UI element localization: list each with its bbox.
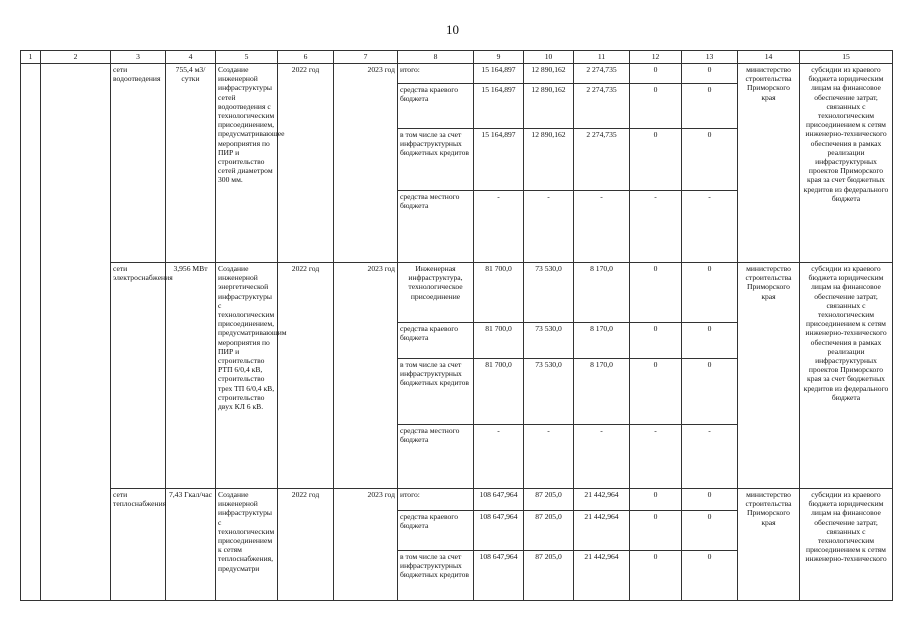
header-cell: 6 (278, 51, 334, 64)
value-col10: 73 530,0 (524, 263, 574, 323)
value-col13: 0 (682, 64, 738, 84)
responsible-executor: министерство строительства Приморского края (738, 263, 800, 489)
value-col11: 21 442,964 (574, 511, 630, 551)
value-col12: - (630, 425, 682, 489)
value-col10: 87 205,0 (524, 551, 574, 601)
end-year: 2023 год (334, 489, 398, 601)
funding-source: средства местного бюджета (398, 191, 474, 263)
table-row (21, 263, 893, 323)
header-cell: 7 (334, 51, 398, 64)
value-col11: 8 170,0 (574, 323, 630, 359)
value-col12: 0 (630, 84, 682, 129)
network-type: сети электроснабжения (111, 263, 166, 489)
value-col13: 0 (682, 489, 738, 511)
value-col12: 0 (630, 511, 682, 551)
network-type: сети теплоснабжения (111, 489, 166, 601)
value-col12: 0 (630, 129, 682, 191)
funding-source: средства краевого бюджета (398, 84, 474, 129)
value-col11: 2 274,735 (574, 84, 630, 129)
start-year: 2022 год (278, 263, 334, 489)
funding-source: итого: (398, 64, 474, 84)
value-col11: 2 274,735 (574, 129, 630, 191)
project-description: Создание инженерной инфраструктуры с технологическим присоединением к сетям теплоснабжения, предусматри (216, 489, 278, 601)
value-col9: 81 700,0 (474, 323, 524, 359)
value-col9: - (474, 425, 524, 489)
end-year: 2023 год (334, 64, 398, 263)
value-col10: 73 530,0 (524, 359, 574, 425)
funding-source: итого: (398, 489, 474, 511)
value-col9: 15 164,897 (474, 129, 524, 191)
table-row (21, 489, 893, 511)
value-col9: 81 700,0 (474, 359, 524, 425)
value-col13: 0 (682, 551, 738, 601)
value-col11: - (574, 191, 630, 263)
header-cell: 3 (111, 51, 166, 64)
funding-source: средства местного бюджета (398, 425, 474, 489)
value-col12: 0 (630, 489, 682, 511)
funding-source: средства краевого бюджета (398, 323, 474, 359)
value-col10: 12 890,162 (524, 129, 574, 191)
value-col9: 108 647,964 (474, 551, 524, 601)
value-col10: 73 530,0 (524, 323, 574, 359)
header-cell: 15 (800, 51, 893, 64)
value-col13: 0 (682, 129, 738, 191)
value-col10: 87 205,0 (524, 489, 574, 511)
header-cell: 8 (398, 51, 474, 64)
value-col12: 0 (630, 323, 682, 359)
header-cell: 10 (524, 51, 574, 64)
value-col10: 12 890,162 (524, 64, 574, 84)
value-col13: 0 (682, 323, 738, 359)
value-col11: 21 442,964 (574, 551, 630, 601)
header-cell: 2 (41, 51, 111, 64)
header-cell: 14 (738, 51, 800, 64)
value-col13: 0 (682, 263, 738, 323)
funding-source: Инженерная инфраструктура, технологическое присоединение (398, 263, 474, 323)
value-col11: - (574, 425, 630, 489)
value-col13: - (682, 425, 738, 489)
header-cell: 12 (630, 51, 682, 64)
value-col12: 0 (630, 359, 682, 425)
table-row (21, 64, 893, 84)
value-col10: 87 205,0 (524, 511, 574, 551)
project-description: Создание инженерной энергетической инфраструктуры с технологическим присоединением, предусматривающим мероприятия по ПИР и строительство РТП 6/0,4 кВ, строительство трех ТП 6/0,4 кВ, строительство двух КЛ 6 кВ. (216, 263, 278, 489)
responsible-executor: министерство строительства Приморского края (738, 489, 800, 601)
value-col12: 0 (630, 64, 682, 84)
financing-note: субсидии из краевого бюджета юридическим лицам на финансовое обеспечение затрат, связанных с технологическим присоединением к сетям инженерно-технического (800, 489, 893, 601)
header-cell: 1 (21, 51, 41, 64)
value-col13: 0 (682, 359, 738, 425)
header-cell: 5 (216, 51, 278, 64)
value-col9: - (474, 191, 524, 263)
header-row (21, 51, 893, 64)
value-col10: - (524, 425, 574, 489)
value-col12: 0 (630, 263, 682, 323)
page-number: 10 (446, 22, 459, 37)
value-col9: 81 700,0 (474, 263, 524, 323)
value-col10: 12 890,162 (524, 84, 574, 129)
row-number-cell (21, 64, 41, 601)
start-year: 2022 год (278, 489, 334, 601)
responsible-executor: министерство строительства Приморского края (738, 64, 800, 263)
funding-source: в том числе за счет инфраструктурных бюджетных кредитов (398, 129, 474, 191)
capacity: 755,4 м3/сутки (166, 64, 216, 263)
funding-source: в том числе за счет инфраструктурных бюджетных кредитов (398, 359, 474, 425)
header-cell: 13 (682, 51, 738, 64)
capacity: 7,43 Гкал/час (166, 489, 216, 601)
financing-note: субсидии из краевого бюджета юридическим лицам на финансовое обеспечение затрат, связанных с технологическим присоединением к сетям инженерно-технического обеспечения в рамках реализации инфраструктурных проектов Приморского края за счет бюджетных кредитов из федерального бюджета (800, 263, 893, 489)
start-year: 2022 год (278, 64, 334, 263)
funding-source: средства краевого бюджета (398, 511, 474, 551)
value-col11: 8 170,0 (574, 359, 630, 425)
header-cell: 11 (574, 51, 630, 64)
value-col11: 8 170,0 (574, 263, 630, 323)
value-col9: 108 647,964 (474, 489, 524, 511)
capacity: 3,956 МВт (166, 263, 216, 489)
financing-note: субсидии из краевого бюджета юридическим лицам на финансовое обеспечение затрат, связанных с технологическим присоединением к сетям инженерно-технического обеспечения в рамках реализации инфраструктурных проектов Приморского края за счет бюджетных кредитов из федерального бюджета (800, 64, 893, 263)
value-col9: 15 164,897 (474, 64, 524, 84)
object-name-cell (41, 64, 111, 601)
value-col11: 2 274,735 (574, 64, 630, 84)
value-col12: - (630, 191, 682, 263)
value-col13: 0 (682, 84, 738, 129)
value-col13: - (682, 191, 738, 263)
program-table (20, 50, 893, 601)
value-col12: 0 (630, 551, 682, 601)
value-col9: 15 164,897 (474, 84, 524, 129)
value-col9: 108 647,964 (474, 511, 524, 551)
header-cell: 4 (166, 51, 216, 64)
network-type: сети водоотведения (111, 64, 166, 263)
header-cell: 9 (474, 51, 524, 64)
project-description: Создание инженерной инфраструктуры сетей водоотведения с технологическим присоединением, предусматривающее мероприятия по ПИР и строительство сетей диаметром 300 мм. (216, 64, 278, 263)
funding-source: в том числе за счет инфраструктурных бюджетных кредитов (398, 551, 474, 601)
end-year: 2023 год (334, 263, 398, 489)
value-col13: 0 (682, 511, 738, 551)
value-col10: - (524, 191, 574, 263)
value-col11: 21 442,964 (574, 489, 630, 511)
